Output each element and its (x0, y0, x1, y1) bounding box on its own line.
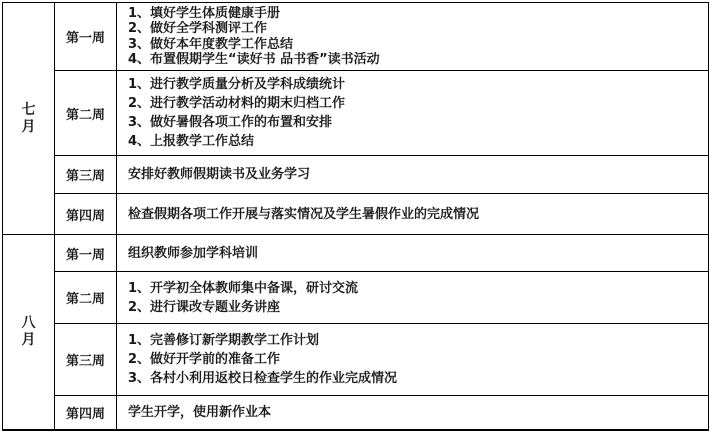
table-row (3, 324, 709, 396)
week-label: 第四周 (55, 194, 117, 235)
schedule-table (2, 2, 709, 431)
week-label: 第一周 (55, 235, 117, 272)
month-cell-august (3, 235, 55, 430)
task-cell (117, 71, 709, 156)
task-item: 组织教师参加学科培训 (128, 245, 259, 261)
task-cell (117, 3, 709, 71)
week-label: 第三周 (55, 156, 117, 194)
task-item: 1、填好学生体质健康手册 (128, 5, 281, 21)
month-cell-july (3, 3, 55, 235)
task-item: 安排好教师假期读书及业务学习 (128, 167, 311, 182)
task-cell (117, 324, 709, 396)
task-item: 4、上报教学工作总结 (128, 134, 255, 149)
task-item: 2、做好全学科测评工作 (128, 21, 268, 36)
table-row (3, 156, 709, 194)
table-row (3, 194, 709, 235)
month-label-july: 七月 (21, 101, 36, 135)
week-label: 第四周 (55, 396, 117, 430)
week-label: 第三周 (55, 324, 117, 396)
task-cell (117, 272, 709, 324)
table-row (3, 272, 709, 324)
task-item: 检查假期各项工作开展与落实情况及学生暑假作业的完成情况 (128, 206, 480, 222)
task-cell (117, 194, 709, 235)
task-item: 2、做好开学前的准备工作 (128, 352, 281, 367)
week-label: 第一周 (55, 3, 117, 71)
task-cell (117, 235, 709, 272)
task-item: 4、布置假期学生“读好书 品书香”读书活动 (128, 52, 380, 67)
task-item: 3、做好暑假各项工作的布置和安排 (128, 115, 333, 130)
table-row (3, 71, 709, 156)
task-item: 2、进行课改专题业务讲座 (128, 299, 281, 315)
task-item: 1、开学初全体教师集中备课，研讨交流 (128, 280, 359, 296)
task-item: 1、完善修订新学期教学工作计划 (128, 333, 320, 348)
task-item: 1、进行教学质量分析及学科成绩统计 (128, 77, 346, 92)
task-cell (117, 156, 709, 194)
month-label-august: 八月 (21, 314, 36, 348)
task-item: 3、做好本年度教学工作总结 (128, 36, 294, 52)
week-label: 第二周 (55, 272, 117, 324)
task-item: 学生开学，使用新作业本 (128, 404, 272, 420)
task-cell (117, 396, 709, 430)
table-row (3, 235, 709, 272)
week-label: 第二周 (55, 71, 117, 156)
task-item: 3、各村小利用返校日检查学生的作业完成情况 (128, 371, 398, 386)
task-item: 2、进行教学活动材料的期末归档工作 (128, 96, 346, 111)
table-row (3, 3, 709, 71)
table-row (3, 396, 709, 430)
